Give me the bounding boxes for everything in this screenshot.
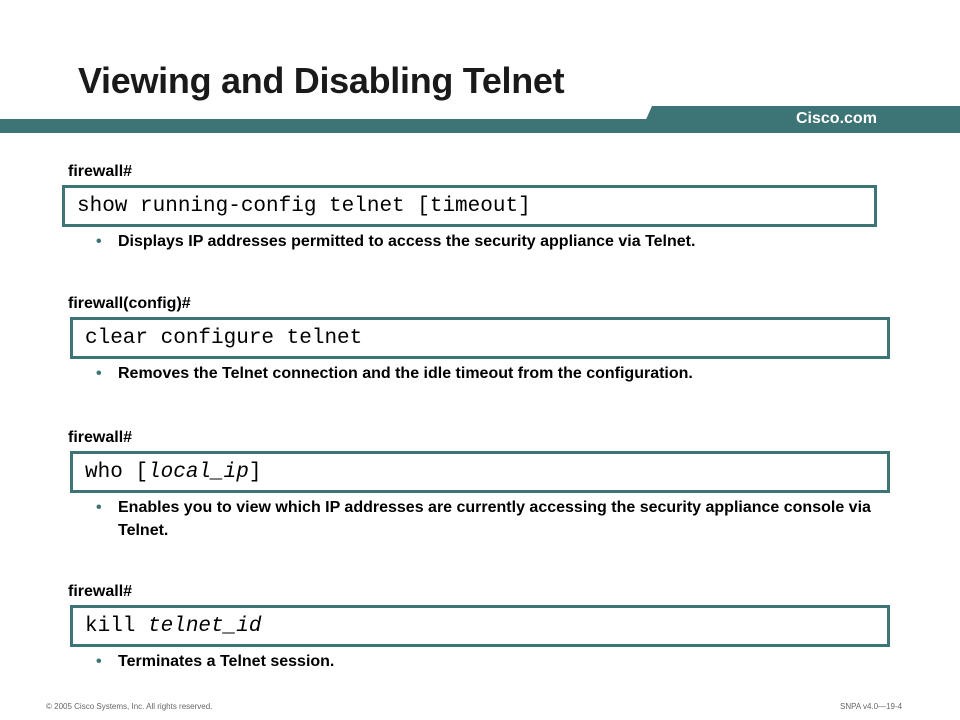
section-who <box>68 429 888 542</box>
description-bullet <box>68 230 888 253</box>
command-suffix: ] <box>248 460 262 484</box>
command-box <box>70 605 890 647</box>
description-text: Enables you to view which IP addresses are currently accessing the security appliance console via Telnet. <box>118 499 871 539</box>
command-text: kill <box>85 614 149 638</box>
description-bullet <box>68 650 888 673</box>
footer-copyright: © 2005 Cisco Systems, Inc. All rights reserved. <box>46 702 213 711</box>
prompt-label: firewall# <box>68 163 133 180</box>
prompt-label: firewall# <box>68 429 133 446</box>
footer-course-id: SNPA v4.0—19-4 <box>840 702 903 711</box>
description-text: Displays IP addresses permitted to access the security appliance via Telnet. <box>118 233 696 250</box>
description-bullet <box>68 496 888 542</box>
description-bullet <box>68 362 888 385</box>
bullet-dot-icon: • <box>96 653 102 670</box>
bullet-dot-icon: • <box>96 365 102 382</box>
section-kill <box>68 583 888 673</box>
bullet-dot-icon: • <box>96 233 102 250</box>
command-text: show running-config telnet [timeout] <box>77 194 531 218</box>
command-box <box>62 185 877 227</box>
slide-title: Viewing and Disabling Telnet <box>78 60 565 101</box>
prompt-label: firewall(config)# <box>68 295 191 312</box>
description-text: Removes the Telnet connection and the idle timeout from the configuration. <box>118 365 693 382</box>
section-show-telnet <box>68 163 888 253</box>
command-text: who [ <box>85 460 149 484</box>
command-box <box>70 451 890 493</box>
command-box <box>70 317 890 359</box>
command-arg: local_ip <box>148 460 249 484</box>
section-clear-telnet <box>68 295 888 385</box>
command-text: clear configure telnet <box>85 326 363 350</box>
cisco-logo: Cisco.com <box>796 110 877 127</box>
command-arg: telnet_id <box>148 614 262 638</box>
bullet-dot-icon: • <box>96 499 102 516</box>
prompt-label: firewall# <box>68 583 133 600</box>
description-text: Terminates a Telnet session. <box>118 653 335 670</box>
